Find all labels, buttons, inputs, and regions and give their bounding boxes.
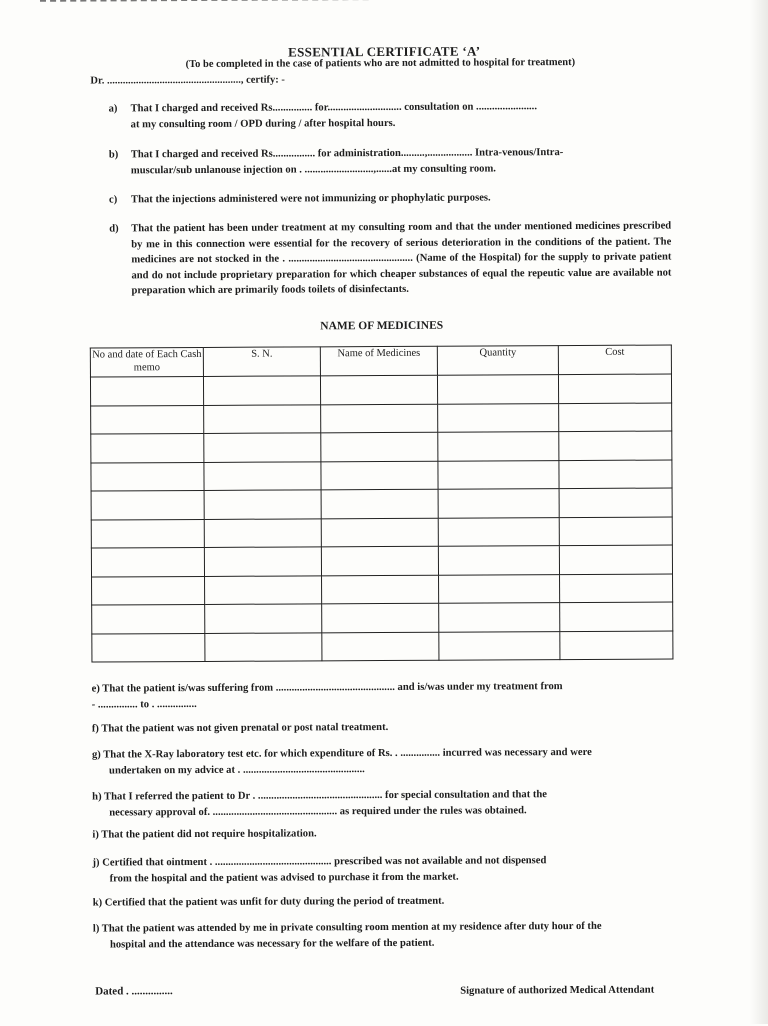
table-cell[interactable] [205, 604, 322, 633]
col-medicine-name: Name of Medicines [320, 346, 437, 376]
table-cell[interactable] [91, 433, 204, 462]
table-cell[interactable] [204, 404, 321, 433]
table-cell[interactable] [91, 547, 204, 576]
table-cell[interactable] [438, 489, 559, 518]
table-cell[interactable] [320, 375, 437, 404]
col-serial-number: S. N. [203, 347, 320, 377]
table-cell[interactable] [438, 546, 559, 575]
table-row [91, 402, 672, 434]
dated-field[interactable]: Dated . ............... [95, 985, 173, 998]
item-e-line2: - ............... to . ............... [91, 698, 197, 711]
table-cell[interactable] [322, 575, 439, 604]
table-row [91, 488, 672, 520]
doctor-certify-line: Dr. ..................................................., certify: - [90, 74, 285, 87]
certificate-title: ESSENTIAL CERTIFICATE ‘A’ [288, 43, 481, 60]
table-row [92, 573, 673, 605]
signature-label: Signature of authorized Medical Attendant [460, 984, 655, 997]
table-cell[interactable] [321, 432, 438, 461]
table-row [91, 545, 672, 577]
item-c-label: c) [109, 194, 118, 206]
table-cell[interactable] [203, 376, 320, 405]
table-cell[interactable] [439, 574, 560, 603]
item-j-line1: j) Certified that ointment . ............................................ prescribed was not available and not dispensed [92, 855, 547, 869]
table-cell[interactable] [91, 519, 204, 548]
table-cell[interactable] [204, 518, 321, 547]
table-cell[interactable] [321, 404, 438, 433]
item-b [109, 145, 564, 179]
col-quantity: Quantity [437, 346, 558, 376]
item-c [109, 190, 491, 208]
item-e-line1: e) That the patient is/was suffering from ............................................. and is/was under my treatment from [91, 681, 563, 695]
table-cell[interactable] [321, 461, 438, 490]
item-i: i) That the patient did not require hospitalization. [92, 828, 317, 841]
table-cell[interactable] [559, 459, 672, 488]
top-edge-dashes [40, 0, 540, 2]
col-cost: Cost [558, 345, 671, 375]
table-row [91, 431, 672, 463]
item-g-line2: undertaken on my advice at . .............................................. [109, 764, 365, 777]
item-b-line2: muscular/sub unlanouse injection on . ..........................,......at my consulting room. [130, 163, 496, 177]
item-a [109, 99, 538, 133]
item-a-line2: at my consulting room / OPD during / after hospital hours. [130, 117, 396, 131]
table-cell[interactable] [437, 375, 558, 404]
item-b-label: b) [108, 149, 119, 161]
col-cash-memo: No and date of Each Cash memo [90, 347, 203, 377]
table-cell[interactable] [439, 631, 560, 660]
table-cell[interactable] [438, 517, 559, 546]
table-cell[interactable] [559, 488, 672, 517]
medicines-header-row [90, 345, 671, 377]
item-d [109, 218, 672, 298]
table-cell[interactable] [559, 545, 672, 574]
table-cell[interactable] [321, 518, 438, 547]
table-cell[interactable] [559, 402, 672, 431]
table-cell[interactable] [321, 489, 438, 518]
table-cell[interactable] [438, 403, 559, 432]
table-cell[interactable] [559, 431, 672, 460]
table-cell[interactable] [205, 632, 322, 661]
item-g-line1: g) That the X-Ray laboratory test etc. for which expenditure of Rs. . ............... incurred was necessary and were [91, 746, 592, 761]
table-row [92, 602, 673, 634]
item-d-label: d) [109, 223, 119, 235]
table-cell[interactable] [92, 604, 205, 633]
item-a-label: a) [108, 103, 118, 115]
item-b-line1: That I charged and received Rs................ for administration.........,................. Intra-venous/Intra- [130, 147, 564, 161]
table-cell[interactable] [92, 576, 205, 605]
table-row [92, 630, 673, 662]
item-l-line1: l) That the patient was attended by me in private consulting room mention at my residence after duty hour of the [92, 920, 602, 935]
item-k: k) Certified that the patient was unfit for duty during the period of treatment. [92, 895, 445, 909]
item-h-line2: necessary approval of. ............................................... as required under the rules was obtained. [109, 805, 527, 819]
table-cell[interactable] [91, 405, 204, 434]
table-cell[interactable] [560, 602, 673, 631]
table-cell[interactable] [92, 633, 205, 662]
item-c-text: That the injections administered were not immunizing or phophylatic purposes. [131, 192, 491, 206]
table-cell[interactable] [438, 432, 559, 461]
item-j-line2: from the hospital and the patient was advised to purchase it from the market. [109, 871, 459, 885]
table-cell[interactable] [322, 632, 439, 661]
table-cell[interactable] [204, 547, 321, 576]
item-a-line1: That I charged and received Rs............... for............................ consultation on ....................... [130, 101, 537, 115]
page-edge-shadow [750, 0, 768, 1024]
table-cell[interactable] [439, 603, 560, 632]
table-cell[interactable] [558, 374, 671, 403]
table-cell[interactable] [204, 490, 321, 519]
table-row [91, 459, 672, 491]
item-l-line2: hospital and the attendance was necessary for the welfare of the patient. [109, 937, 435, 951]
table-row [91, 516, 672, 548]
table-cell[interactable] [322, 603, 439, 632]
table-cell[interactable] [321, 546, 438, 575]
table-cell[interactable] [205, 575, 322, 604]
item-d-text: That the patient has been under treatment at my consulting room and that the under mentioned medicines prescribed by me in this connection were essential for the recovery of serious deterioration in the conditions of the patient. The medicines are not stocked in the . ............................................... (Name of the Hospital) for the supply to private patient and do not include proprietary preparation for which cheaper substances of equal the repeutic value are available not preparation which are primarily foods toilets of disinfectants. [131, 220, 672, 297]
table-cell[interactable] [90, 376, 203, 405]
table-cell[interactable] [91, 462, 204, 491]
table-cell[interactable] [438, 460, 559, 489]
certificate-subtitle: (To be completed in the case of patients who are not admitted to hospital for treatment) [185, 57, 576, 71]
table-cell[interactable] [91, 490, 204, 519]
table-cell[interactable] [204, 461, 321, 490]
item-f: f) That the patient was not given prenatal or post natal treatment. [91, 721, 389, 735]
table-cell[interactable] [204, 433, 321, 462]
table-cell[interactable] [559, 516, 672, 545]
table-cell[interactable] [560, 630, 673, 659]
table-row [90, 374, 671, 406]
item-h-line1: h) That I referred the patient to Dr . ............................................... for special consultation and that the [92, 789, 548, 803]
table-cell[interactable] [560, 573, 673, 602]
medicines-heading: NAME OF MEDICINES [320, 319, 444, 333]
medicines-table [90, 344, 674, 662]
